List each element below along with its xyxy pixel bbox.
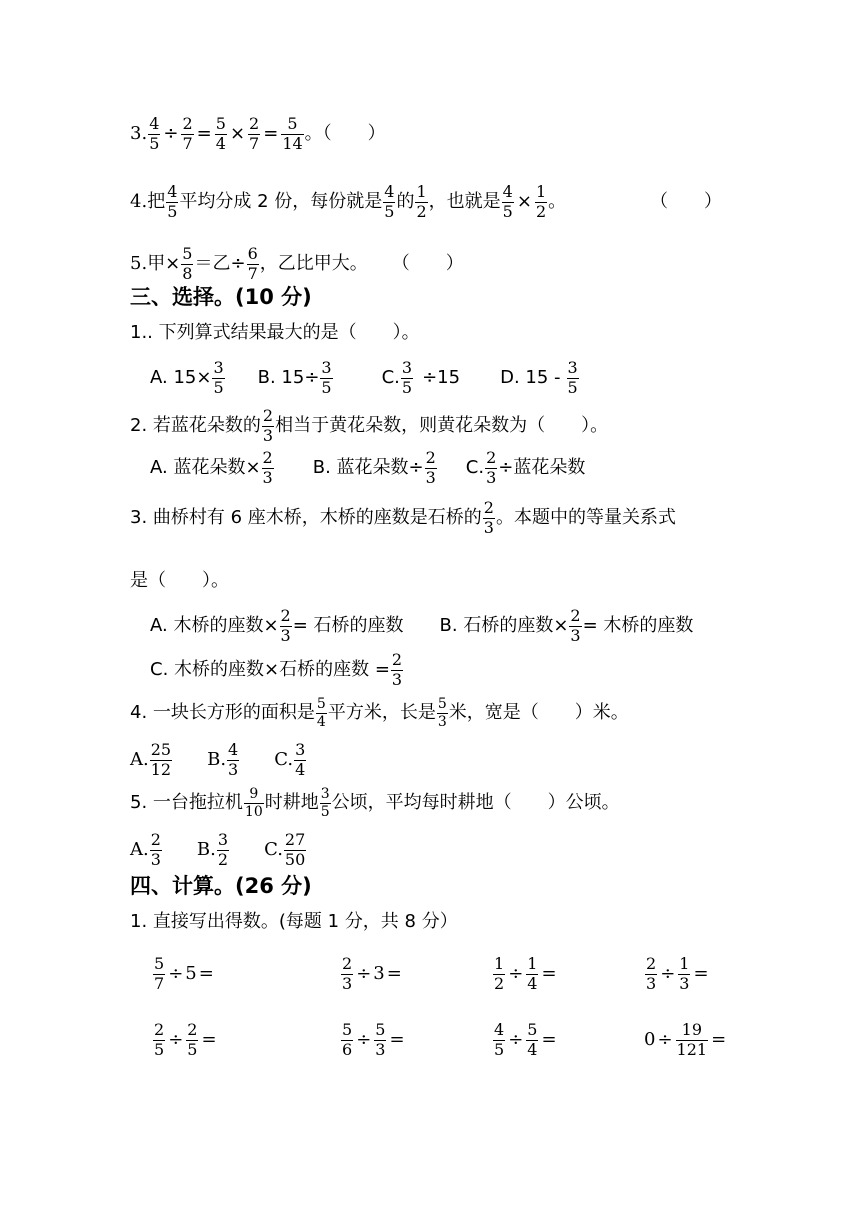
option-b[interactable]: B. 石桥的座数× $\frac{2}{3}$ = 木桥的座数 <box>439 606 694 645</box>
fraction: $\frac{5}{4}$ <box>215 114 226 153</box>
calc-item: $\frac{2}{5}$ ÷ $\frac{2}{5}$ = <box>154 1020 217 1059</box>
choice-question-1: 1.. 下列算式结果最大的是（ ）。 <box>130 322 420 343</box>
fraction: $\frac{6}{7}$ <box>247 244 258 283</box>
option-a[interactable]: A. 2 3 <box>130 830 161 869</box>
fraction: 4 5 <box>384 182 395 221</box>
answer-paren[interactable]: （ ） <box>391 253 464 275</box>
fraction: $\frac{4}{5}$ <box>149 114 160 153</box>
option-b[interactable]: B. 3 2 <box>196 830 229 869</box>
fraction: 4 5 <box>167 182 178 221</box>
calc-item: $\frac{5}{6}$ ÷ $\frac{5}{3}$ = <box>342 1020 405 1059</box>
options-row <box>150 450 585 487</box>
option-b[interactable]: B. 4 3 <box>207 740 239 779</box>
fraction: $\frac{5}{14}$ <box>282 114 303 153</box>
answer-paren[interactable]: （ ） <box>650 191 722 212</box>
choice-question-5: 5. 一台拖拉机 9 10 时耕地 3 5 公顷，平均每时耕地（ ）公顷。 <box>130 786 620 820</box>
calc-item: $\frac{2}{3}$ ÷ $\frac{1}{3}$ = <box>646 954 709 993</box>
calc-item: $\frac{4}{5}$ ÷ $\frac{5}{4}$ = <box>494 1020 557 1059</box>
choice-question-3: 3. 曲桥村有 6 座木桥，木桥的座数是石桥的 2 3 。本题中的等量关系式 <box>130 498 676 537</box>
option-c[interactable]: C. 木桥的座数×石桥的座数 = $\frac{2}{3}$ <box>150 650 403 689</box>
option-c[interactable]: C. 3 4 <box>274 740 306 779</box>
calc-item: $\frac{2}{3}$ ÷ 3 = <box>342 954 402 993</box>
option-a[interactable]: A. 蓝花朵数× $\frac{2}{3}$ <box>150 448 273 487</box>
judge-item-3: 3. $\frac{4}{5}$ ÷ $\frac{2}{7}$ = $\frac{5}{4}$ × $\frac{2}{7}$ = $\frac{5}{14}$ 。（ ） <box>130 114 386 153</box>
choice-question-2: 2. 若蓝花朵数的 2 3 相当于黄花朵数，则黄花朵数为（ ）。 <box>130 406 609 445</box>
calc-item: 0 ÷ $\frac{19}{121}$ = <box>644 1020 727 1059</box>
option-c[interactable]: C. 27 50 <box>264 830 306 869</box>
fraction: $\frac{2}{7}$ <box>249 114 260 153</box>
option-b[interactable]: B. 15÷ $\frac{3}{5}$ <box>257 358 332 397</box>
option-c[interactable]: C. $\frac{2}{3}$ ÷蓝花朵数 <box>465 448 586 487</box>
option-c[interactable]: C. $\frac{3}{5}$ ÷15 <box>381 358 461 397</box>
options-row <box>130 832 307 869</box>
judge-item-4: 4. 把 4 5 平均分成 2 份，每份就是 4 5 的 1 2 ，也就是 $\frac{4}{5}$ × $\frac{1}{2}$ 。 <box>130 182 567 221</box>
section-4-heading: 四、计算。(26 分) <box>130 874 312 898</box>
fraction: $\frac{2}{7}$ <box>182 114 193 153</box>
fraction: $\frac{5}{8}$ <box>182 244 193 283</box>
option-a[interactable]: A. 木桥的座数× $\frac{2}{3}$ = 石桥的座数 <box>150 606 404 645</box>
calc-item: $\frac{5}{7}$ ÷ 5 = <box>154 954 214 993</box>
options-row <box>130 742 307 779</box>
section-3-heading: 三、选择。(10 分) <box>130 285 312 309</box>
option-a[interactable]: A. 15× $\frac{3}{5}$ <box>150 358 224 397</box>
fraction: $\frac{1}{2}$ <box>535 182 547 221</box>
choice-question-4: 4. 一块长方形的面积是 5 4 平方米，长是 5 3 米，宽是（ ）米。 <box>130 696 629 730</box>
calc-question-1: 1. 直接写出得数。(每题 1 分，共 8 分） <box>130 911 458 932</box>
options-row <box>150 360 580 397</box>
fraction: 1 2 <box>416 182 427 221</box>
answer-paren[interactable]: 。（ ） <box>304 123 386 145</box>
option-b[interactable]: B. 蓝花朵数÷ $\frac{2}{3}$ <box>312 448 436 487</box>
choice-question-3-cont: 是（ ）。 <box>130 570 229 591</box>
calc-item: $\frac{1}{2}$ ÷ $\frac{1}{4}$ = <box>494 954 557 993</box>
fraction: $\frac{4}{5}$ <box>502 182 513 221</box>
options-row <box>150 608 693 645</box>
option-d[interactable]: D. 15 - 3 5 <box>500 358 578 397</box>
judge-item-5: 5. 甲× $\frac{5}{8}$ ＝乙÷ $\frac{6}{7}$ ，乙比甲大。 （ ） <box>130 244 464 283</box>
option-a[interactable]: A. 25 12 <box>130 740 172 779</box>
